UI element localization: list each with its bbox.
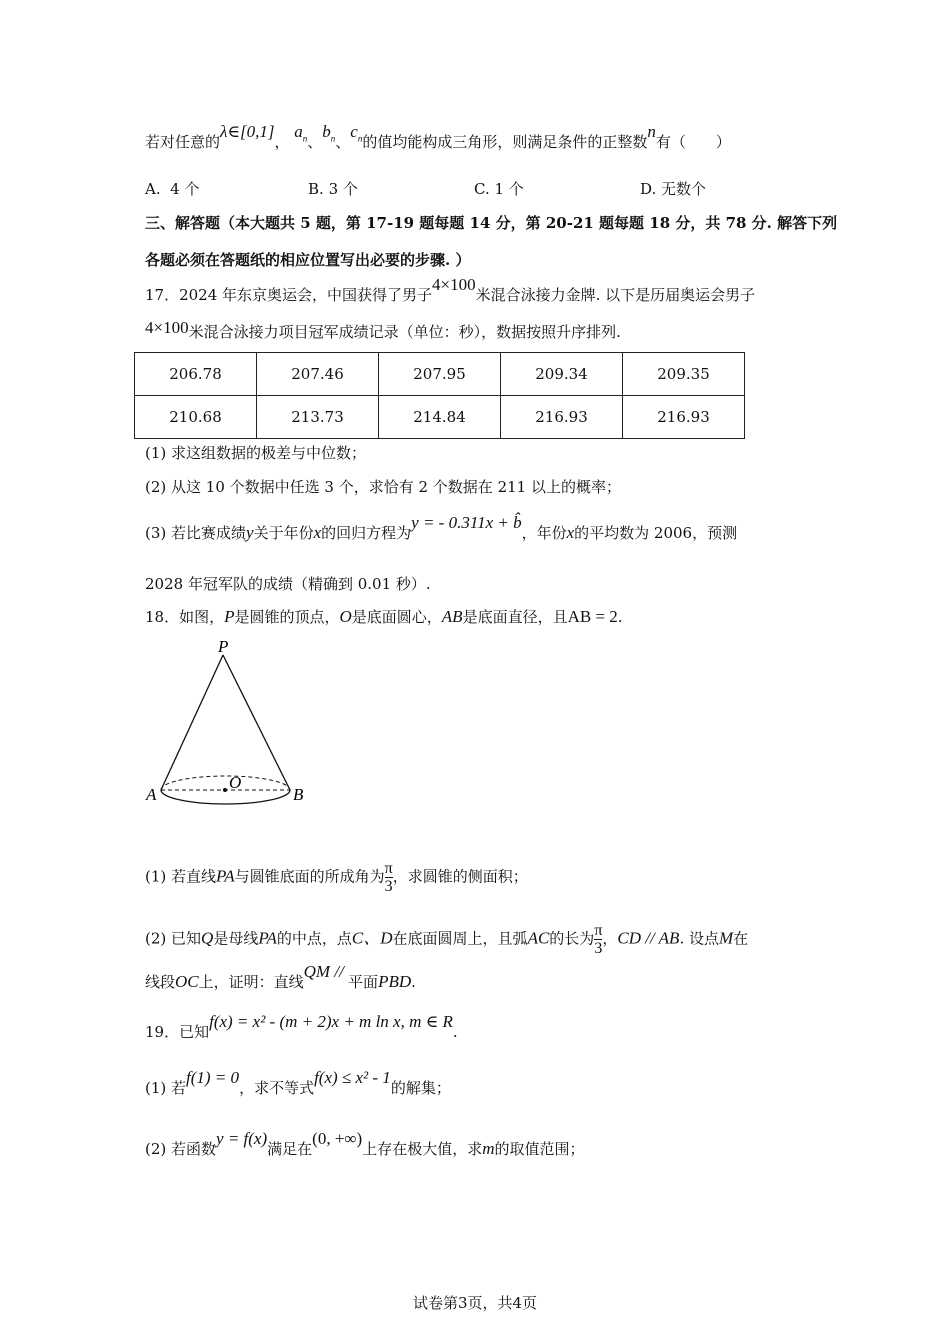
table-cell: 209.35 — [623, 353, 745, 396]
table-row — [135, 353, 745, 396]
q17-intro: 17．2024 年东京奥运会，中国获得了男子4×100米混合泳接力金牌. 以下是历届奥运会男子 — [145, 275, 756, 304]
table-cell: 216.93 — [501, 396, 623, 439]
q17-part3-cont: 2028 年冠军队的成绩（精确到 0.01 秒）. — [145, 575, 431, 593]
q17-part1: (1) 求这组数据的极差与中位数； — [145, 444, 367, 462]
label-b: B — [293, 785, 304, 804]
generatrix-pb — [223, 655, 290, 790]
section-heading: 三、解答题（本大题共 5 题，第 17-19 题每题 14 分，第 20-21 题每题 18 分，共 78 分. 解答下列 — [145, 214, 838, 232]
table-cell: 210.68 — [135, 396, 257, 439]
q18-intro: 18．如图，P是圆锥的顶点，O是底面圆心，AB是底面直径，且AB = 2. — [145, 607, 623, 626]
b-n: $b_n$ — [322, 122, 336, 144]
base-back-arc — [161, 776, 290, 790]
regression-equation: y = - 0.311x + b̂ — [411, 513, 522, 532]
center-point — [223, 788, 227, 792]
cone-figure — [140, 630, 340, 815]
c-n: $c_n$ — [350, 122, 363, 144]
table-cell: 214.84 — [379, 396, 501, 439]
option-a: A. 4 个 — [145, 180, 200, 198]
record-table — [134, 352, 745, 439]
generatrix-pa — [161, 655, 223, 790]
q17-intro-cont: 4×100米混合泳接力项目冠军成绩记录（单位：秒），数据按照升序排列. — [145, 318, 621, 341]
inequality: f(x) ≤ x² - 1 — [314, 1068, 391, 1087]
q19-intro: 19．已知f(x) = x² - (m + 2)x + m ln x, m ∈ R. — [145, 1012, 458, 1041]
fraction-pi-3: $\frac{\pi}{3}$ — [384, 860, 393, 895]
q19-part1: (1) 若f(1) = 0，求不等式f(x) ≤ x² - 1的解集； — [145, 1068, 451, 1097]
q17-part3: (3) 若比赛成绩y关于年份x的回归方程为y = - 0.311x + b̂，年份x的平均数为 2006，预测 — [145, 513, 738, 542]
table-row — [135, 396, 745, 439]
a-n: $a_n$ — [294, 122, 308, 144]
q19-part2: (2) 若函数y = f(x)满足在(0, +∞)上存在极大值，求m的取值范围； — [145, 1129, 585, 1158]
label-p: P — [218, 637, 229, 656]
question-16-condition: 若对任意的λ∈[0,1]， $a_n$、$b_n$、$c_n$的值均能构成三角形，则满足条件的正整数n有（ ） — [145, 122, 731, 151]
q17-part2: (2) 从这 10 个数据中任选 3 个，求恰有 2 个数据在 211 以上的概率； — [145, 478, 621, 496]
table-cell: 213.73 — [257, 396, 379, 439]
base-front-arc — [161, 790, 290, 804]
label-a: A — [146, 785, 157, 804]
option-c: C. 1 个 — [474, 180, 524, 198]
parallel-cd-ab: CD // AB — [617, 928, 680, 948]
n-variable: n — [647, 122, 656, 141]
q18-part1: (1) 若直线PA与圆锥底面的所成角为 $\frac{\pi}{3}$ ，求圆锥的侧面积； — [145, 860, 528, 895]
section-heading-cont: 各题必须在答题纸的相应位置写出必要的步骤. ） — [145, 251, 471, 269]
q18-part2: (2) 已知Q是母线PA的中点，点C、D在底面圆周上，且弧AC的长为 $\frac{\pi}{3}$ ，CD // AB. 设点M在 — [145, 922, 749, 957]
table-cell: 207.95 — [379, 353, 501, 396]
label-o: O — [229, 773, 242, 792]
table-cell: 209.34 — [501, 353, 623, 396]
option-d: D. 无数个 — [640, 180, 707, 198]
page-footer: 试卷第3页，共4页 — [412, 1294, 538, 1312]
function-definition: f(x) = x² - (m + 2)x + m ln x, m ∈ R — [209, 1012, 453, 1031]
table-cell: 216.93 — [623, 396, 745, 439]
lambda-condition: λ∈[0,1] — [220, 122, 275, 141]
ab-length: AB = 2 — [567, 607, 618, 626]
fraction-pi-3: $\frac{\pi}{3}$ — [594, 922, 603, 957]
q18-part2-cont: 线段OC上，证明：直线QM // 平面PBD. — [145, 962, 416, 991]
table-cell: 206.78 — [135, 353, 257, 396]
option-b: B. 3 个 — [308, 180, 358, 198]
table-cell: 207.46 — [257, 353, 379, 396]
